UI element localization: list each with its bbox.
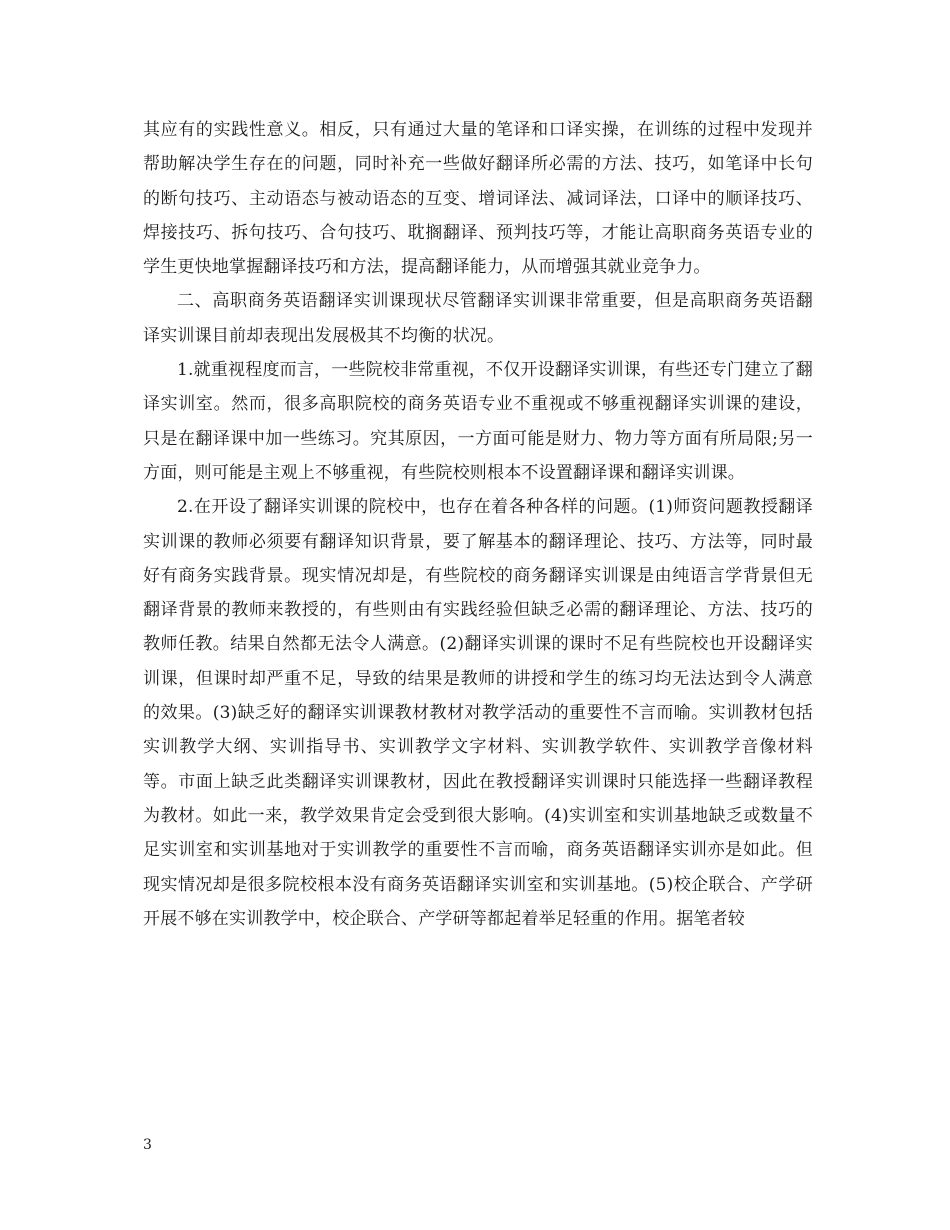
page-number: 3	[143, 1137, 152, 1153]
paragraph-continuation: 其应有的实践性意义。相反，只有通过大量的笔译和口译实操，在训练的过程中发现并帮助解决学生存在的问题，同时补充一些做好翻译所必需的方法、技巧，如笔译中长句的断句技巧、主动语态与被动语态的互变、增词译法、减词译法，口译中的顺译技巧、焊接技巧、拆句技巧、合句技巧、耽搁翻译、预判技巧等，才能让高职商务英语专业的学生更快地掌握翻译技巧和方法，提高翻译能力，从而增强其就业竞争力。	[143, 120, 813, 278]
paragraph-point-two: 2.在开设了翻译实训课的院校中，也存在着各种各样的问题。(1)师资问题教授翻译实训课的教师必须要有翻译知识背景，要了解基本的翻译理论、技巧、方法等，同时最好有商务实践背景。现实情况却是，有些院校的商务翻译实训课是由纯语言学背景但无翻译背景的教师来教授的，有些则由有实践经验但缺乏必需的翻译理论、方法、技巧的教师任教。结果自然都无法令人满意。(2)翻译实训课的课时不足有些院校也开设翻译实训课，但课时却严重不足，导致的结果是教师的讲授和学生的练习均无法达到令人满意的效果。(3)缺乏好的翻译实训课教材教材对教学活动的重要性不言而喻。实训教材包括实训教学大纲、实训指导书、实训教学文字材料、实训教学软件、实训教学音像材料等。市面上缺乏此类翻译实训课教材，因此在教授翻译实训课时只能选择一些翻译教程为教材。如此一来，教学效果肯定会受到很大影响。(4)实训室和实训基地缺乏或数量不足实训室和实训基地对于实训教学的重要性不言而喻，商务英语翻译实训亦是如此。但现实情况却是很多院校根本没有商务英语翻译实训室和实训基地。(5)校企联合、产学研开展不够在实训教学中，校企联合、产学研等都起着举足轻重的作用。据笔者较	[143, 497, 813, 929]
paragraph-section-two: 二、高职商务英语翻译实训课现状尽管翻译实训课非常重要，但是高职商务英语翻译实训课目前却表现出发展极其不均衡的状况。	[143, 291, 813, 346]
paragraph-point-one: 1.就重视程度而言，一些院校非常重视，不仅开设翻译实训课，有些还专门建立了翻译实训室。然而，很多高职院校的商务英语专业不重视或不够重视翻译实训课的建设，只是在翻译课中加一些练习。究其原因，一方面可能是财力、物力等方面有所局限;另一方面，则可能是主观上不够重视，有些院校则根本不设置翻译课和翻译实训课。	[143, 360, 813, 483]
body-text	[143, 113, 813, 936]
